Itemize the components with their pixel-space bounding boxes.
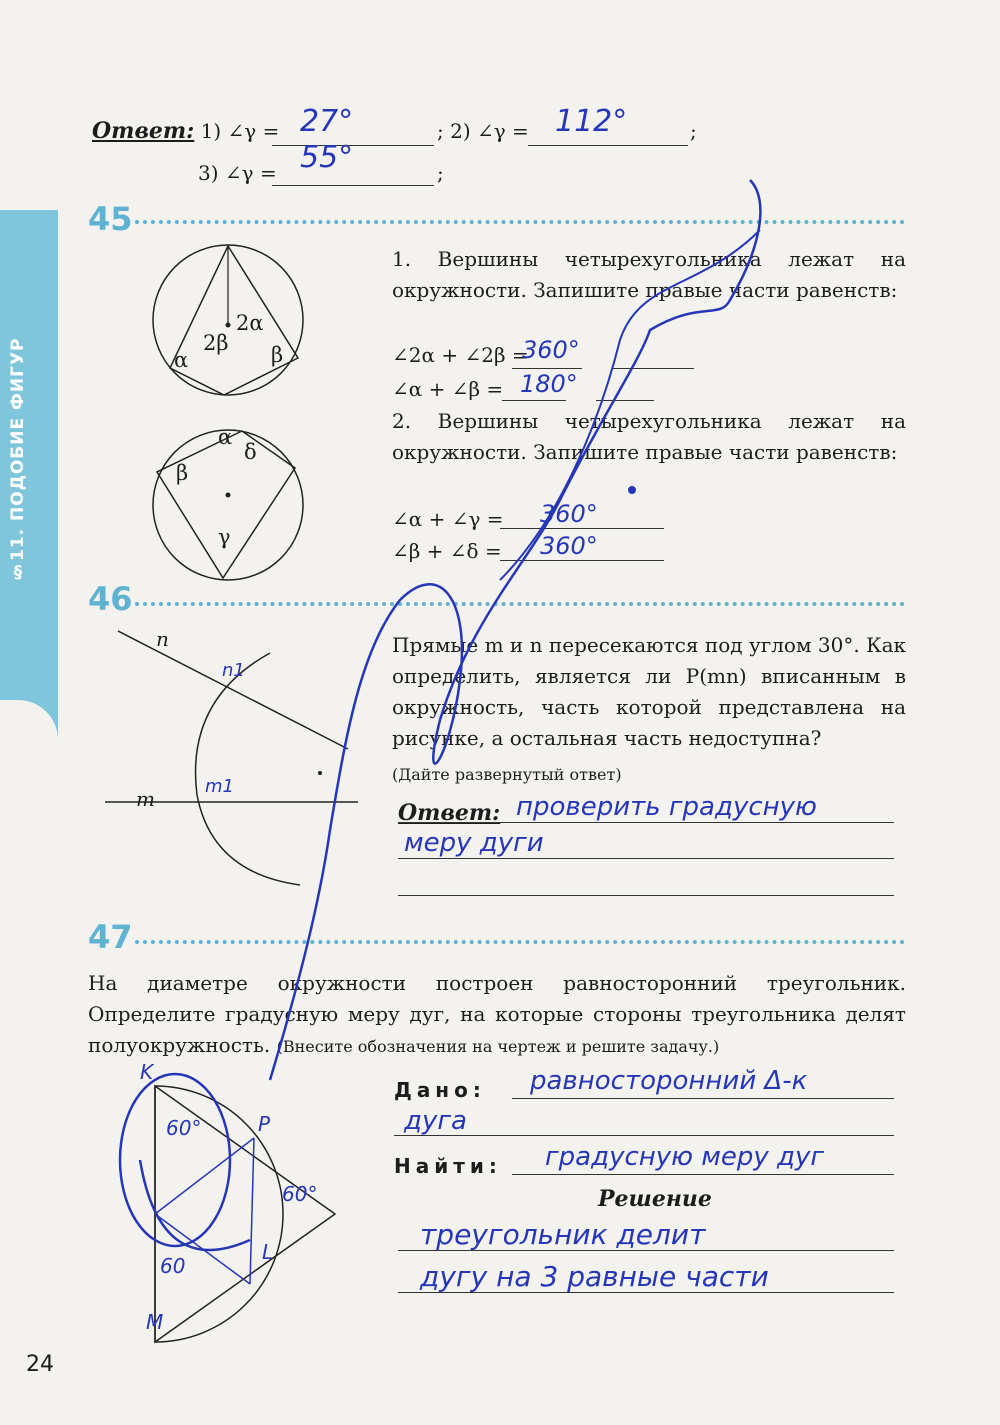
- eq3-left: ∠α + ∠γ =: [392, 507, 504, 531]
- label-m1: m1: [205, 776, 234, 797]
- answer-end-3: ;: [437, 161, 444, 185]
- label-n1: n1: [222, 660, 245, 681]
- task-47-number: 47: [88, 918, 133, 956]
- answer-p1: 1) ∠γ =: [200, 119, 280, 143]
- fig47-angle2: 60°: [282, 1182, 318, 1206]
- given-label: Дано:: [394, 1078, 486, 1102]
- find-label: Найти:: [394, 1154, 502, 1178]
- fig47-K: K: [140, 1060, 154, 1084]
- task-46-number: 46: [88, 580, 133, 618]
- label-alpha: α: [174, 348, 189, 372]
- answer-label: Ответ:: [92, 118, 195, 144]
- eq2-left: ∠α + ∠β =: [392, 377, 504, 401]
- solution-value-2: дугу на 3 равные части: [420, 1260, 769, 1293]
- eq4-left: ∠β + ∠δ =: [392, 539, 502, 563]
- label-n: n: [156, 627, 169, 651]
- answer-p3: 3) ∠γ =: [198, 161, 277, 185]
- label2-alpha: α: [218, 425, 233, 449]
- task-45-number: 45: [88, 200, 133, 238]
- solution-value-1: треугольник делит: [420, 1218, 706, 1251]
- answer-value-2: 112°: [555, 104, 628, 139]
- given-value-2: дуга: [404, 1106, 467, 1136]
- answer-end-2: ;: [690, 119, 697, 143]
- fig47-P: P: [258, 1112, 271, 1136]
- given-value-1: равносторонний Δ-к: [530, 1066, 808, 1096]
- task-46-text: Прямые m и n пересекаются под углом 30°. Как определить, является ли P(mn) вписанным в окружность, часть которой представлена на рисунке, а остальная часть недоступна?: [392, 633, 906, 750]
- eq3-value: 360°: [540, 500, 598, 528]
- answer-value-3: 55°: [300, 140, 354, 175]
- label-2alpha: 2α: [236, 311, 264, 335]
- label2-gamma: γ: [218, 525, 231, 549]
- label2-delta: δ: [244, 440, 257, 464]
- eq4-value: 360°: [540, 532, 598, 560]
- fig47-M: M: [146, 1310, 164, 1334]
- fig47-angle1: 60°: [166, 1116, 202, 1140]
- task-45-part1: 1. Вершины четырехугольника лежат на окружности. Запишите правые части равенств:: [392, 247, 906, 302]
- page-number: 24: [26, 1352, 54, 1377]
- fig47-L: L: [262, 1240, 274, 1264]
- task-46-answer-2: меру дуги: [404, 828, 544, 858]
- answer-p2: ; 2) ∠γ =: [437, 119, 529, 143]
- task-45-part2: 2. Вершины четырехугольника лежат на окружности. Запишите правые части равенств:: [392, 409, 906, 464]
- find-value: градусную меру дуг: [545, 1142, 825, 1172]
- chapter-title: §11. ПОДОБИЕ ФИГУР: [8, 337, 28, 583]
- task-47-hint: (Внесите обозначения на чертеж и решите задачу.): [276, 1037, 720, 1056]
- task-46-hint: (Дайте развернутый ответ): [392, 765, 622, 784]
- task-46-answer-1: проверить градусную: [516, 792, 817, 822]
- eq1-left: ∠2α + ∠2β =: [392, 343, 529, 367]
- fig47-angle3: 60: [160, 1254, 186, 1278]
- label-m: m: [136, 787, 155, 811]
- solution-label: Решение: [598, 1186, 712, 1212]
- label2-beta: β: [176, 461, 189, 485]
- answer-value-1: 27°: [300, 104, 354, 139]
- label-beta: β: [271, 343, 284, 367]
- eq1-value: 360°: [522, 336, 580, 364]
- task-46-answer-label: Ответ:: [398, 800, 501, 826]
- eq2-value: 180°: [520, 370, 578, 398]
- task-47-body: На диаметре окружности построен равносторонний треугольник. Определите градусную меру дуг, на которые стороны треугольника делят полуокружность.: [88, 971, 906, 1057]
- label-2beta: 2β: [203, 331, 229, 355]
